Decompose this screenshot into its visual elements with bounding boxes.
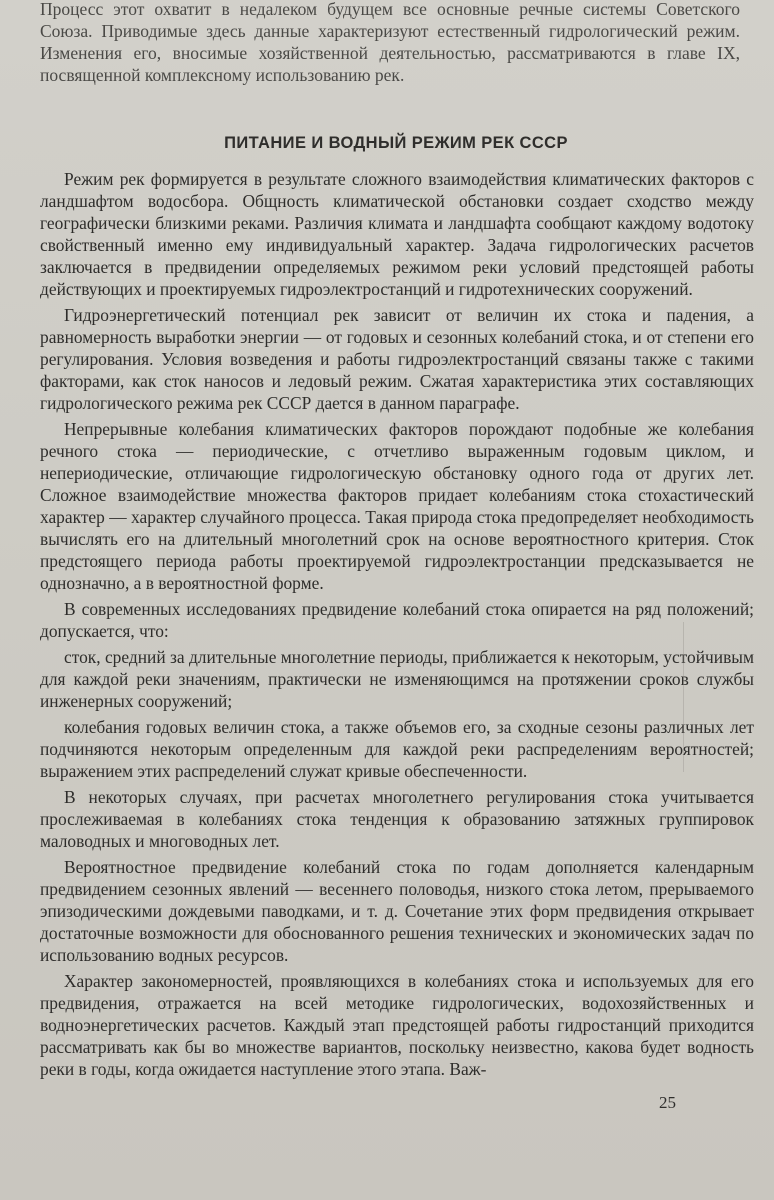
intro-text: Процесс этот охватит в недалеком будущем все основные речные системы Советского Союза. Приводимые здесь данные характеризуют естественный гидрологический режим. Изменения его, вносимые хозяйственной деятельностью, рассматриваются в главе IX, посвященной комплексному использованию рек. [40,0,740,86]
paragraph: Режим рек формируется в результате сложного взаимодействия климатических факторов с ландшафтом водосбора. Общность климатической обстановки создает сходство между географически близкими реками. Различия климата и ландшафта сообщают каждому водотоку свойственный именно ему индивидуальный характер. Задача гидрологических расчетов заключается в предвидении определяемых режимом реки условий предстоящей работы действующих и проектируемых гидроэлектростанций и гидротехнических сооружений. [40,169,754,299]
paragraph: Характер закономерностей, проявляющихся в колебаниях стока и используемых для его предвидения, отражается на всей методике гидрологических, водохозяйственных и водноэнергетических расчетов. Каждый этап предстоящей работы гидростанций приходится рассматривать как бы во множестве вариантов, поскольку неизвестно, какова будет водность реки в годы, когда ожидается наступление этого этапа. Важ- [40,971,754,1079]
section-heading: ПИТАНИЕ И ВОДНЫЙ РЕЖИМ РЕК СССР [224,134,568,152]
paragraph: В современных исследованиях предвидение колебаний стока опирается на ряд положений; допускается, что: [40,599,754,641]
body-text [40,168,754,1084]
paragraph: колебания годовых величин стока, а также объемов его, за сходные сезоны различных лет подчиняются некоторым определенным для каждой реки распределениям вероятностей; выражением этих распределений служат кривые обеспеченности. [40,717,754,781]
paragraph: В некоторых случаях, при расчетах многолетнего регулирования стока учитывается прослеживаемая в колебаниях стока тенденция к образованию затяжных группировок маловодных и многоводных лет. [40,787,754,851]
paragraph: Вероятностное предвидение колебаний стока по годам дополняется календарным предвидением сезонных явлений — весеннего половодья, низкого стока летом, прерываемого эпизодическими дождевыми паводками, и т. д. Сочетание этих форм предвидения открывает достаточные возможности для обоснованного решения технических и экономических задач по использованию водных ресурсов. [40,857,754,965]
intro-paragraph [40,0,740,86]
margin-pencil-mark [683,622,688,772]
page-number: 25 [659,1093,676,1112]
paragraph: сток, средний за длительные многолетние периоды, приближается к некоторым, устойчивым для каждой реки значениям, практически не изменяющимся на протяжении сроков службы инженерных сооружений; [40,647,754,711]
paragraph: Непрерывные колебания климатических факторов порождают подобные же колебания речного стока — периодические, с отчетливо выраженным годовым циклом, и непериодические, отличающие гидрологическую обстановку одного года от других лет. Сложное взаимодействие множества факторов придает колебаниям стока стохастический характер — характер случайного процесса. Такая природа стока предопределяет необходимость вычислять его на длительный многолетний срок на основе вероятностного критерия. Сток предстоящего периода работы проектируемой гидроэлектростанции предсказывается не однозначно, а в вероятностной форме. [40,419,754,593]
paragraph: Гидроэнергетический потенциал рек зависит от величин их стока и падения, а равномерность выработки энергии — от годовых и сезонных колебаний стока, и от степени его регулирования. Условия возведения и работы гидроэлектростанций связаны также с такими факторами, как сток наносов и ледовый режим. Сжатая характеристика этих составляющих гидрологического режима рек СССР дается в данном параграфе. [40,305,754,413]
